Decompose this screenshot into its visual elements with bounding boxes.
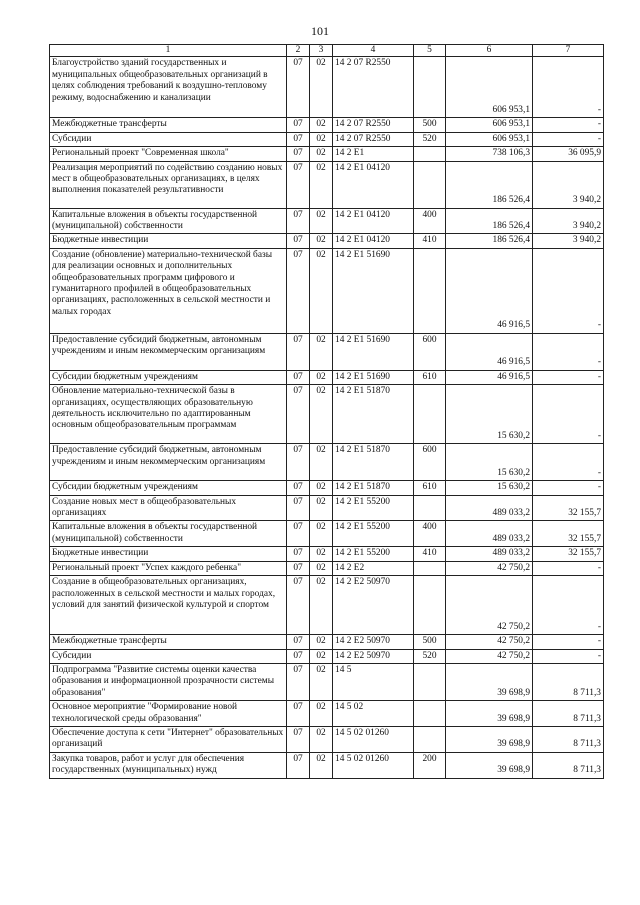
cell-c3: 02 [310,752,333,778]
table-row [50,208,604,234]
cell-c7: 8 711,3 [533,663,604,700]
cell-c2: 07 [287,726,310,752]
cell-c3: 02 [310,118,333,132]
cell-c7: - [533,370,604,384]
cell-c2: 07 [287,385,310,444]
col-header-7: 7 [533,45,604,57]
cell-c4: 14 2 07 R2550 [333,132,414,146]
cell-name: Предоставление субсидий бюджетным, автономным учреждениям и иным некоммерческим организациям [50,333,287,370]
cell-c6: 46 916,5 [446,370,533,384]
cell-c4: 14 2 E2 [333,561,414,575]
cell-c5 [414,495,446,521]
cell-c3: 02 [310,649,333,663]
cell-c4: 14 2 E1 51870 [333,444,414,481]
cell-c3: 02 [310,132,333,146]
cell-c3: 02 [310,701,333,727]
table-row [50,385,604,444]
cell-c4: 14 5 02 [333,701,414,727]
cell-c5 [414,663,446,700]
cell-c6: 39 698,9 [446,726,533,752]
cell-c6: 15 630,2 [446,481,533,495]
cell-c5: 520 [414,649,446,663]
page-number: 101 [311,24,329,38]
cell-c7: 3 940,2 [533,161,604,208]
cell-c7: - [533,57,604,118]
cell-c6: 42 750,2 [446,635,533,649]
cell-c4: 14 2 E2 50970 [333,635,414,649]
cell-c5: 600 [414,444,446,481]
col-header-5: 5 [414,45,446,57]
cell-c4: 14 2 E1 04120 [333,161,414,208]
cell-c3: 02 [310,521,333,547]
table-row [50,547,604,561]
cell-name: Реализация мероприятий по содействию созданию новых мест в общеобразовательных организациях, в целях выполнения показателей результативности [50,161,287,208]
cell-c7: - [533,248,604,333]
cell-name: Подпрограмма "Развитие системы оценки качества образования и информационной прозрачности системы образования" [50,663,287,700]
cell-c6: 39 698,9 [446,663,533,700]
table-row [50,118,604,132]
cell-c4: 14 2 07 R2550 [333,118,414,132]
cell-c4: 14 2 E1 51690 [333,248,414,333]
table-body [50,57,604,778]
cell-c7: 3 940,2 [533,234,604,248]
cell-c4: 14 2 E1 [333,147,414,161]
cell-c7: 8 711,3 [533,752,604,778]
table-row [50,333,604,370]
cell-c3: 02 [310,547,333,561]
table-row [50,481,604,495]
cell-c7: - [533,649,604,663]
header-row [50,45,604,57]
cell-c6: 46 916,5 [446,333,533,370]
cell-c4: 14 2 E1 55200 [333,521,414,547]
table-row [50,649,604,663]
cell-c6: 39 698,9 [446,701,533,727]
cell-name: Бюджетные инвестиции [50,547,287,561]
cell-c7: - [533,118,604,132]
cell-c6: 186 526,4 [446,234,533,248]
cell-c6: 15 630,2 [446,444,533,481]
cell-name: Региональный проект "Современная школа" [50,147,287,161]
cell-c2: 07 [287,701,310,727]
cell-c6: 489 033,2 [446,521,533,547]
cell-c5 [414,561,446,575]
cell-c7: 8 711,3 [533,726,604,752]
cell-c5: 520 [414,132,446,146]
cell-c3: 02 [310,561,333,575]
cell-c2: 07 [287,561,310,575]
cell-c4: 14 2 E2 50970 [333,649,414,663]
cell-c6: 489 033,2 [446,495,533,521]
cell-c5: 400 [414,521,446,547]
cell-c5: 610 [414,481,446,495]
cell-name: Капитальные вложения в объекты государственной (муниципальной) собственности [50,521,287,547]
cell-c5: 600 [414,333,446,370]
cell-c2: 07 [287,208,310,234]
cell-c2: 07 [287,132,310,146]
cell-c3: 02 [310,444,333,481]
cell-c2: 07 [287,118,310,132]
cell-c5 [414,726,446,752]
cell-c3: 02 [310,147,333,161]
cell-c7: - [533,576,604,635]
cell-c3: 02 [310,495,333,521]
table-row [50,726,604,752]
cell-c7: - [533,481,604,495]
cell-name: Субсидии [50,649,287,663]
cell-name: Субсидии [50,132,287,146]
cell-c5: 410 [414,234,446,248]
cell-c7: 36 095,9 [533,147,604,161]
table-row [50,248,604,333]
cell-name: Субсидии бюджетным учреждениям [50,370,287,384]
cell-c4: 14 2 E1 04120 [333,234,414,248]
cell-c4: 14 5 02 01260 [333,752,414,778]
cell-c2: 07 [287,547,310,561]
cell-c5 [414,161,446,208]
cell-c3: 02 [310,370,333,384]
cell-name: Закупка товаров, работ и услуг для обеспечения государственных (муниципальных) нужд [50,752,287,778]
col-header-2: 2 [287,45,310,57]
cell-c2: 07 [287,521,310,547]
cell-c3: 02 [310,481,333,495]
cell-c6: 46 916,5 [446,248,533,333]
table-row [50,561,604,575]
cell-name: Капитальные вложения в объекты государственной (муниципальной) собственности [50,208,287,234]
cell-c5: 500 [414,635,446,649]
table-row [50,576,604,635]
cell-c2: 07 [287,444,310,481]
table-row [50,495,604,521]
cell-c7: - [533,132,604,146]
cell-c7: - [533,635,604,649]
table-row [50,444,604,481]
cell-c3: 02 [310,635,333,649]
cell-c4: 14 2 07 R2550 [333,57,414,118]
cell-name: Создание (обновление) материально-технической базы для реализации основных и дополнительных общеобразовательных программ цифрового и гуманитарного профилей в общеобразовательных организациях, расположенных в сельской местности и малых городах [50,248,287,333]
cell-c4: 14 5 [333,663,414,700]
cell-c4: 14 2 E1 51870 [333,481,414,495]
cell-c2: 07 [287,234,310,248]
cell-c2: 07 [287,161,310,208]
cell-c7: 8 711,3 [533,701,604,727]
cell-name: Создание новых мест в общеобразовательных организациях [50,495,287,521]
cell-c5 [414,576,446,635]
cell-c2: 07 [287,57,310,118]
cell-name: Субсидии бюджетным учреждениям [50,481,287,495]
col-header-3: 3 [310,45,333,57]
cell-c2: 07 [287,635,310,649]
table-row [50,752,604,778]
cell-c5: 500 [414,118,446,132]
cell-name: Предоставление субсидий бюджетным, автономным учреждениям и иным некоммерческим организациям [50,444,287,481]
cell-c6: 42 750,2 [446,649,533,663]
table-row [50,147,604,161]
cell-c4: 14 5 02 01260 [333,726,414,752]
col-header-1: 1 [50,45,287,57]
cell-c2: 07 [287,495,310,521]
table-row [50,635,604,649]
cell-c5 [414,57,446,118]
cell-name: Создание в общеобразовательных организациях, расположенных в сельской местности и малых городах, условий для занятий физической культурой и спортом [50,576,287,635]
cell-c2: 07 [287,333,310,370]
cell-c7: 32 155,7 [533,547,604,561]
cell-name: Основное мероприятие "Формирование новой технологической среды образования" [50,701,287,727]
cell-c6: 186 526,4 [446,161,533,208]
cell-c5 [414,701,446,727]
cell-c7: - [533,333,604,370]
cell-c6: 39 698,9 [446,752,533,778]
cell-c6: 738 106,3 [446,147,533,161]
cell-c3: 02 [310,248,333,333]
cell-c2: 07 [287,481,310,495]
cell-c2: 07 [287,248,310,333]
cell-name: Региональный проект "Успех каждого ребенка" [50,561,287,575]
cell-c6: 489 033,2 [446,547,533,561]
cell-c6: 42 750,2 [446,561,533,575]
col-header-4: 4 [333,45,414,57]
cell-c7: 32 155,7 [533,495,604,521]
cell-c3: 02 [310,726,333,752]
cell-name: Межбюджетные трансферты [50,635,287,649]
cell-c5 [414,385,446,444]
cell-c6: 606 953,1 [446,132,533,146]
cell-c6: 606 953,1 [446,57,533,118]
cell-c2: 07 [287,370,310,384]
cell-c4: 14 2 E1 51690 [333,370,414,384]
cell-c4: 14 2 E1 51690 [333,333,414,370]
cell-c2: 07 [287,576,310,635]
table-row [50,234,604,248]
cell-c6: 186 526,4 [446,208,533,234]
cell-c6: 15 630,2 [446,385,533,444]
cell-c7: - [533,444,604,481]
cell-c4: 14 2 E2 50970 [333,576,414,635]
cell-c3: 02 [310,333,333,370]
cell-c2: 07 [287,663,310,700]
cell-c3: 02 [310,57,333,118]
cell-c2: 07 [287,752,310,778]
cell-name: Обновление материально-технической базы в организациях, осуществляющих образовательную деятельность исключительно по адаптированным основным общеобразовательным программам [50,385,287,444]
cell-c7: 32 155,7 [533,521,604,547]
cell-c5: 400 [414,208,446,234]
cell-c2: 07 [287,147,310,161]
col-header-6: 6 [446,45,533,57]
table-row [50,663,604,700]
table-row [50,521,604,547]
cell-c6: 606 953,1 [446,118,533,132]
table-row [50,132,604,146]
cell-name: Бюджетные инвестиции [50,234,287,248]
cell-c5: 610 [414,370,446,384]
cell-c5: 200 [414,752,446,778]
cell-c3: 02 [310,385,333,444]
cell-c3: 02 [310,234,333,248]
cell-c5: 410 [414,547,446,561]
cell-c3: 02 [310,161,333,208]
cell-c7: 3 940,2 [533,208,604,234]
cell-c7: - [533,385,604,444]
budget-table [49,44,604,779]
cell-c4: 14 2 E1 04120 [333,208,414,234]
table-row [50,57,604,118]
cell-c6: 42 750,2 [446,576,533,635]
cell-c7: - [533,561,604,575]
cell-c4: 14 2 E1 55200 [333,495,414,521]
cell-c5 [414,147,446,161]
cell-name: Обеспечение доступа к сети "Интернет" образовательных организаций [50,726,287,752]
cell-c2: 07 [287,649,310,663]
cell-c5 [414,248,446,333]
table-row [50,161,604,208]
cell-c3: 02 [310,663,333,700]
cell-c4: 14 2 E1 55200 [333,547,414,561]
cell-c3: 02 [310,208,333,234]
table-row [50,701,604,727]
cell-c4: 14 2 E1 51870 [333,385,414,444]
cell-name: Межбюджетные трансферты [50,118,287,132]
cell-c3: 02 [310,576,333,635]
table-row [50,370,604,384]
cell-name: Благоустройство зданий государственных и муниципальных общеобразовательных организаций в целях соблюдения требований к воздушно-тепловому режиму, водоснабжению и канализации [50,57,287,118]
